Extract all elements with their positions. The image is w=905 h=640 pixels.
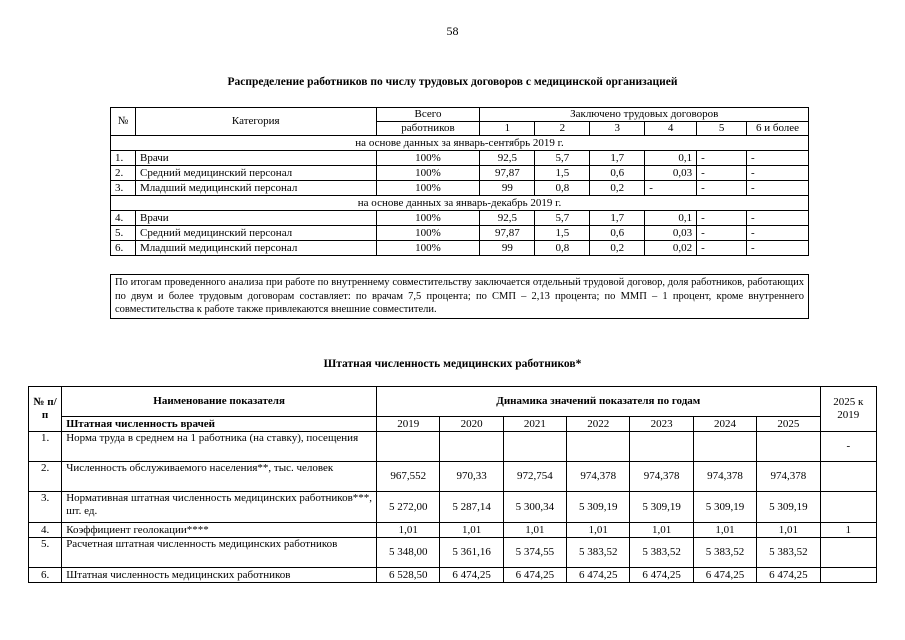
row-name: Численность обслуживаемого населения**, тыс. человек <box>62 462 377 492</box>
t2-header-indicator: Наименование показателя <box>62 387 377 417</box>
row-value <box>503 432 566 462</box>
row-ratio <box>820 462 876 492</box>
table2-title: Штатная численность медицинских работников* <box>323 358 582 370</box>
t1-header-col: 2 <box>535 122 590 136</box>
row-value: 1,01 <box>757 523 820 538</box>
analysis-note: По итогам проведенного анализа при работе по внутреннему совместительству заключается отдельный трудовой договор, доля работников, работающих по двум и более трудовым договорам составляет: по врачам 7,5 процента; по СМП – 2,13 процента; по ММП – 1 процент, кроме внутреннего совместительства к работе также привлекаются внешние совместители. <box>110 274 809 319</box>
row-c4: 0,02 <box>645 241 697 256</box>
row-num: 5. <box>111 226 136 241</box>
t2-year: 2020 <box>440 417 503 432</box>
row-category: Средний медицинский персонал <box>135 226 376 241</box>
row-c4: - <box>645 181 697 196</box>
table-row <box>29 568 877 583</box>
row-ratio: 1 <box>820 523 876 538</box>
row-value: 5 374,55 <box>503 538 566 568</box>
row-num: 6. <box>29 568 62 583</box>
t2-year: 2019 <box>377 417 440 432</box>
row-c3: 0,2 <box>590 181 645 196</box>
row-ratio <box>820 568 876 583</box>
row-name: Расчетная штатная численность медицинских работников <box>62 538 377 568</box>
row-c1: 92,5 <box>480 211 535 226</box>
row-total: 100% <box>376 151 480 166</box>
row-total: 100% <box>376 181 480 196</box>
table1 <box>110 107 809 256</box>
row-ratio: - <box>820 432 876 462</box>
row-c1: 99 <box>480 181 535 196</box>
row-value: 5 383,52 <box>630 538 693 568</box>
row-value <box>567 432 630 462</box>
row-c1: 92,5 <box>480 151 535 166</box>
row-num: 4. <box>29 523 62 538</box>
t2-header-ratio: 2025 к 2019 <box>820 387 876 432</box>
table-row <box>111 241 809 256</box>
row-c3: 1,7 <box>590 211 645 226</box>
row-value: 967,552 <box>377 462 440 492</box>
row-value: 972,754 <box>503 462 566 492</box>
row-value <box>757 432 820 462</box>
row-value: 6 474,25 <box>757 568 820 583</box>
row-ratio <box>820 538 876 568</box>
table-row <box>29 538 877 568</box>
row-name: Штатная численность медицинских работников <box>62 568 377 583</box>
row-c1: 97,87 <box>480 226 535 241</box>
row-value <box>630 432 693 462</box>
row-value: 970,33 <box>440 462 503 492</box>
row-num: 6. <box>111 241 136 256</box>
t2-year: 2021 <box>503 417 566 432</box>
row-total: 100% <box>376 241 480 256</box>
row-value: 974,378 <box>693 462 756 492</box>
row-c5: - <box>697 181 747 196</box>
row-category: Врачи <box>135 211 376 226</box>
row-num: 1. <box>29 432 62 462</box>
table-row <box>29 462 877 492</box>
row-c6: - <box>747 241 809 256</box>
row-category: Младший медицинский персонал <box>135 181 376 196</box>
row-num: 4. <box>111 211 136 226</box>
t1-section-label: на основе данных за январь-декабрь 2019 г. <box>111 196 809 211</box>
t1-section-label: на основе данных за январь-сентябрь 2019 г. <box>111 136 809 151</box>
row-c4: 0,1 <box>645 211 697 226</box>
row-value: 5 309,19 <box>757 492 820 523</box>
row-c1: 99 <box>480 241 535 256</box>
table-row <box>29 492 877 523</box>
t2-year: 2023 <box>630 417 693 432</box>
row-c3: 0,2 <box>590 241 645 256</box>
row-value: 6 474,25 <box>440 568 503 583</box>
t1-header-contracts: Заключено трудовых договоров <box>480 108 809 122</box>
row-num: 1. <box>111 151 136 166</box>
row-value <box>377 432 440 462</box>
row-name: Норма труда в среднем на 1 работника (на ставку), посещения <box>62 432 377 462</box>
row-c5: - <box>697 226 747 241</box>
row-ratio <box>820 492 876 523</box>
row-value: 1,01 <box>693 523 756 538</box>
t1-header-num: № <box>111 108 136 136</box>
t1-header-category: Категория <box>135 108 376 136</box>
row-value <box>693 432 756 462</box>
t1-header-total-1: Всего <box>376 108 480 122</box>
row-c2: 5,7 <box>535 211 590 226</box>
t2-year: 2025 <box>757 417 820 432</box>
row-value: 1,01 <box>377 523 440 538</box>
row-value: 6 474,25 <box>630 568 693 583</box>
t1-header-col: 3 <box>590 122 645 136</box>
t2-header-num: № п/п <box>29 387 62 432</box>
t2-subheader: Штатная численность врачей <box>62 417 377 432</box>
row-value: 1,01 <box>440 523 503 538</box>
row-value: 6 474,25 <box>567 568 630 583</box>
table-row <box>111 166 809 181</box>
row-total: 100% <box>376 211 480 226</box>
row-c5: - <box>697 151 747 166</box>
t1-header-col: 5 <box>697 122 747 136</box>
row-c2: 0,8 <box>535 241 590 256</box>
row-c3: 0,6 <box>590 166 645 181</box>
row-c2: 1,5 <box>535 226 590 241</box>
row-value: 5 348,00 <box>377 538 440 568</box>
row-c5: - <box>697 211 747 226</box>
row-category: Средний медицинский персонал <box>135 166 376 181</box>
row-name: Коэффициент геолокации**** <box>62 523 377 538</box>
t1-header-total-2: работников <box>376 122 480 136</box>
row-name: Нормативная штатная численность медицинских работников***, шт. ед. <box>62 492 377 523</box>
row-num: 5. <box>29 538 62 568</box>
row-value: 5 272,00 <box>377 492 440 523</box>
row-c4: 0,1 <box>645 151 697 166</box>
row-value: 5 383,52 <box>757 538 820 568</box>
row-value: 5 309,19 <box>567 492 630 523</box>
t1-header-col: 4 <box>645 122 697 136</box>
row-total: 100% <box>376 166 480 181</box>
row-value: 5 383,52 <box>693 538 756 568</box>
row-num: 3. <box>29 492 62 523</box>
table2 <box>28 386 877 583</box>
row-value: 974,378 <box>567 462 630 492</box>
row-value: 1,01 <box>503 523 566 538</box>
table1-title: Распределение работников по числу трудовых договоров с медицинской организацией <box>227 76 678 88</box>
row-category: Врачи <box>135 151 376 166</box>
row-total: 100% <box>376 226 480 241</box>
row-value: 6 474,25 <box>693 568 756 583</box>
row-value: 5 309,19 <box>693 492 756 523</box>
row-c4: 0,03 <box>645 226 697 241</box>
row-value <box>440 432 503 462</box>
row-num: 2. <box>111 166 136 181</box>
t2-header-dynamics: Динамика значений показателя по годам <box>377 387 821 417</box>
table-row <box>111 211 809 226</box>
t2-year: 2022 <box>567 417 630 432</box>
t2-year: 2024 <box>693 417 756 432</box>
table-row <box>111 151 809 166</box>
row-c3: 1,7 <box>590 151 645 166</box>
row-value: 5 361,16 <box>440 538 503 568</box>
row-c2: 5,7 <box>535 151 590 166</box>
row-value: 6 528,50 <box>377 568 440 583</box>
row-c6: - <box>747 181 809 196</box>
table-row <box>111 181 809 196</box>
row-value: 1,01 <box>567 523 630 538</box>
row-value: 5 383,52 <box>567 538 630 568</box>
row-c6: - <box>747 211 809 226</box>
page-number: 58 <box>446 24 459 38</box>
row-value: 6 474,25 <box>503 568 566 583</box>
table-row <box>29 523 877 538</box>
row-value: 5 309,19 <box>630 492 693 523</box>
row-category: Младший медицинский персонал <box>135 241 376 256</box>
t1-header-col: 6 и более <box>747 122 809 136</box>
row-c2: 1,5 <box>535 166 590 181</box>
row-c5: - <box>697 241 747 256</box>
row-value: 974,378 <box>757 462 820 492</box>
row-value: 974,378 <box>630 462 693 492</box>
row-c4: 0,03 <box>645 166 697 181</box>
row-c1: 97,87 <box>480 166 535 181</box>
row-c6: - <box>747 226 809 241</box>
row-value: 1,01 <box>630 523 693 538</box>
row-num: 2. <box>29 462 62 492</box>
table-row <box>29 432 877 462</box>
table-row <box>111 226 809 241</box>
row-c6: - <box>747 151 809 166</box>
t1-header-col: 1 <box>480 122 535 136</box>
row-c2: 0,8 <box>535 181 590 196</box>
row-value: 5 287,14 <box>440 492 503 523</box>
row-num: 3. <box>111 181 136 196</box>
row-c6: - <box>747 166 809 181</box>
row-c3: 0,6 <box>590 226 645 241</box>
row-value: 5 300,34 <box>503 492 566 523</box>
row-c5: - <box>697 166 747 181</box>
